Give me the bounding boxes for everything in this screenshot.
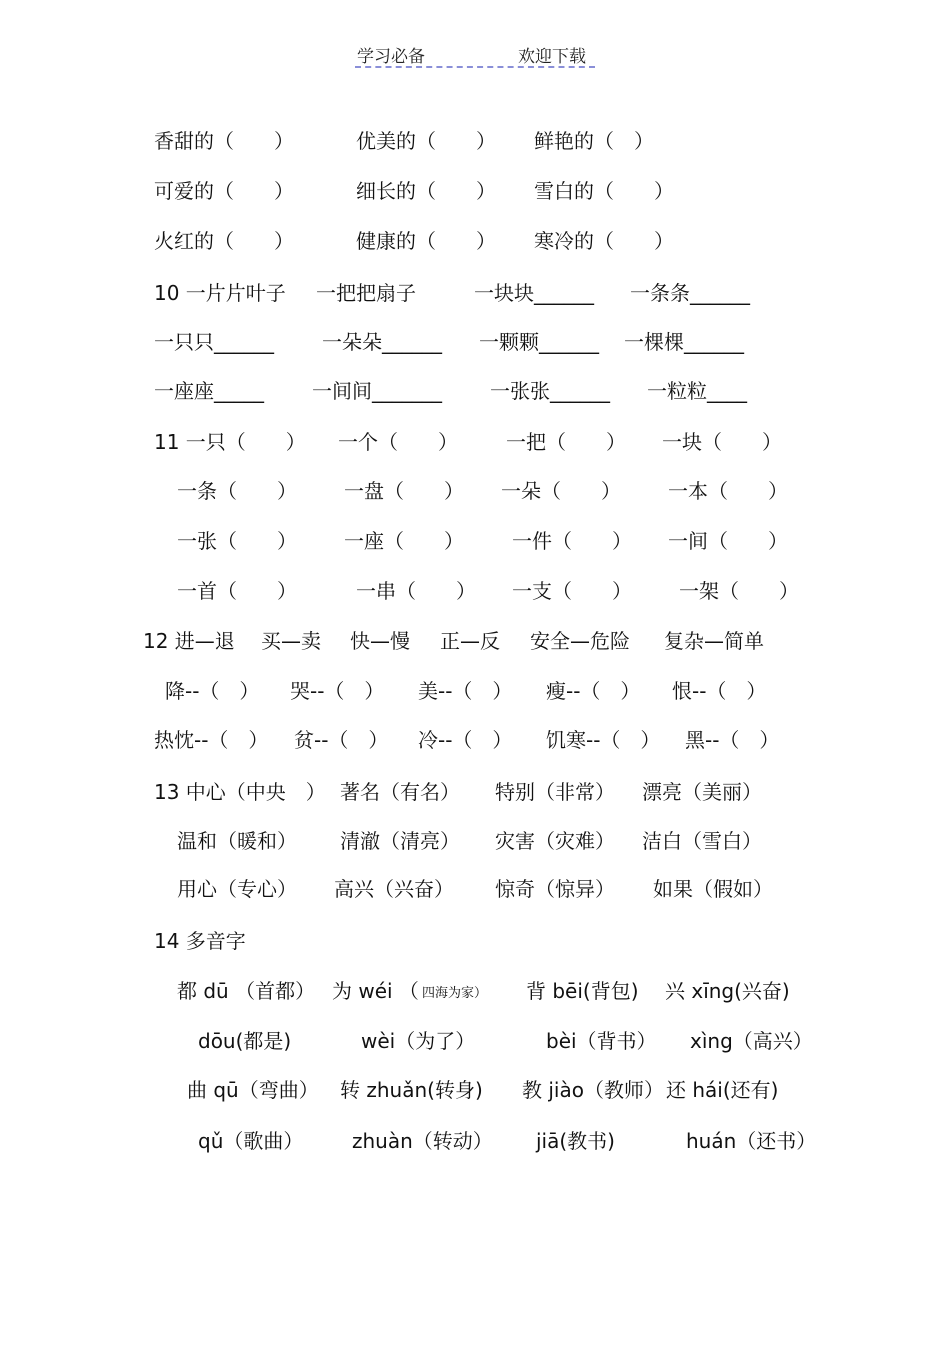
s9-r0-c0: 香甜的（ ）: [154, 129, 294, 153]
s11-r0-c3: 一块（ ）: [662, 430, 782, 454]
s11-r3-c2: 一支（ ）: [512, 579, 632, 603]
s13-r0-c3: 漂亮（美丽）: [642, 780, 762, 804]
s14-r0-c0: 都 dū （首都）: [177, 979, 316, 1003]
s9-r2-c0: 火红的（ ）: [154, 229, 294, 253]
s12-r2-c4: 黑--（ ）: [685, 728, 780, 752]
s14-r1-c3: xìng（高兴）: [690, 1029, 813, 1053]
s14-r1-c2: bèi（背书）: [546, 1029, 657, 1053]
page-header: [355, 40, 595, 68]
s11-r1-c1: 一盘（ ）: [344, 479, 464, 503]
s14-r0-c2: 背 bēi(背包): [526, 979, 639, 1003]
s12-r0-c3: 正—反: [440, 629, 500, 653]
s12-r1-c3: 瘦--（ ）: [546, 679, 641, 703]
s13-r0-c1: 著名（有名）: [340, 780, 460, 804]
s11-r1-c3: 一本（ ）: [668, 479, 788, 503]
s10-r1-c0: 一只只______: [154, 330, 274, 354]
s9-r0-c2: 鲜艳的（ ）: [534, 129, 654, 153]
s12-r1-c2: 美--（ ）: [418, 679, 513, 703]
s11-r0-c0: 11 一只（ ）: [154, 430, 306, 454]
s13-r1-c2: 灾害（灾难）: [495, 829, 615, 853]
s10-r1-c2: 一颗颗______: [479, 330, 599, 354]
s13-r2-c2: 惊奇（惊异）: [495, 877, 615, 901]
s11-r3-c1: 一串（ ）: [356, 579, 476, 603]
s13-r2-c1: 高兴（兴奋）: [334, 877, 454, 901]
s9-r0-c1: 优美的（ ）: [356, 129, 496, 153]
s12-r0-c2: 快—慢: [350, 629, 410, 653]
s12-r2-c0: 热忱--（ ）: [154, 728, 269, 752]
s10-r2-c2: 一张张______: [490, 379, 610, 403]
s14-r0-c1-note: 四海为家）: [422, 986, 488, 1001]
s14-r3-c0: qǔ（歌曲）: [198, 1129, 304, 1153]
s14-r2-c0: 曲 qū（弯曲）: [187, 1078, 319, 1102]
s13-r1-c0: 温和（暖和）: [177, 829, 297, 853]
s13-r2-c0: 用心（专心）: [177, 877, 297, 901]
s11-r1-c0: 一条（ ）: [177, 479, 297, 503]
s14-r2-c2: 教 jiào（教师）: [522, 1078, 664, 1102]
s9-r1-c0: 可爱的（ ）: [154, 179, 294, 203]
header-right-text: 欢迎下载: [518, 47, 586, 67]
s11-r0-c1: 一个（ ）: [338, 430, 458, 454]
s12-r0-c0: 12 进—退: [143, 629, 235, 653]
s11-r2-c3: 一间（ ）: [668, 529, 788, 553]
s14-r3-c2: jiā(教书): [536, 1129, 615, 1153]
header-left-text: 学习必备: [357, 47, 425, 67]
s9-r1-c1: 细长的（ ）: [356, 179, 496, 203]
s9-r1-c2: 雪白的（ ）: [534, 179, 674, 203]
s13-r0-c2: 特别（非常）: [495, 780, 615, 804]
s13-r1-c3: 洁白（雪白）: [642, 829, 762, 853]
s12-r1-c0: 降--（ ）: [165, 679, 260, 703]
s13-r0-c0: 13 中心（中央 ）: [154, 780, 326, 804]
s11-r1-c2: 一朵（ ）: [501, 479, 621, 503]
s9-r2-c2: 寒冷的（ ）: [534, 229, 674, 253]
s11-r2-c1: 一座（ ）: [344, 529, 464, 553]
s12-r1-c1: 哭--（ ）: [290, 679, 385, 703]
s10-r1-c3: 一棵棵______: [624, 330, 744, 354]
s11-r3-c3: 一架（ ）: [679, 579, 799, 603]
s11-r0-c2: 一把（ ）: [506, 430, 626, 454]
s13-r1-c1: 清澈（清亮）: [340, 829, 460, 853]
s14-r3-c3: huán（还书）: [686, 1129, 817, 1153]
s12-r1-c4: 恨--（ ）: [672, 679, 767, 703]
s12-r2-c3: 饥寒--（ ）: [546, 728, 661, 752]
s9-r2-c1: 健康的（ ）: [356, 229, 496, 253]
s10-r2-c3: 一粒粒____: [647, 379, 747, 403]
s11-r2-c2: 一件（ ）: [512, 529, 632, 553]
s14-r2-c3: 还 hái(还有): [666, 1078, 779, 1102]
s10-r2-c0: 一座座_____: [154, 379, 264, 403]
s12-r0-c4: 安全—危险: [530, 629, 630, 653]
s10-r0-c3: 一条条______: [630, 281, 750, 305]
s14-r0-c1: 为 wéi （: [332, 979, 419, 1003]
s13-r2-c3: 如果（假如）: [653, 877, 773, 901]
s10-r2-c1: 一间间_______: [312, 379, 442, 403]
s12-r2-c2: 冷--（ ）: [418, 728, 513, 752]
s12-r2-c1: 贫--（ ）: [294, 728, 389, 752]
s14-r0-c3: 兴 xīng(兴奋): [665, 979, 790, 1003]
s12-r0-c5: 复杂—简单: [664, 629, 764, 653]
s11-r3-c0: 一首（ ）: [177, 579, 297, 603]
s14-r1-c0: dōu(都是): [198, 1029, 292, 1053]
s14-r3-c1: zhuàn（转动）: [352, 1129, 493, 1153]
s14-r1-c1: wèi（为了）: [361, 1029, 476, 1053]
s10-r1-c1: 一朵朵______: [322, 330, 442, 354]
s10-r0-c0: 10 一片片叶子: [154, 281, 286, 305]
s12-r0-c1: 买—卖: [261, 629, 321, 653]
s14-title: 14 多音字: [154, 929, 246, 953]
s10-r0-c1: 一把把扇子: [316, 281, 416, 305]
s10-r0-c2: 一块块______: [474, 281, 594, 305]
s14-r2-c1: 转 zhuǎn(转身): [340, 1078, 483, 1102]
s11-r2-c0: 一张（ ）: [177, 529, 297, 553]
